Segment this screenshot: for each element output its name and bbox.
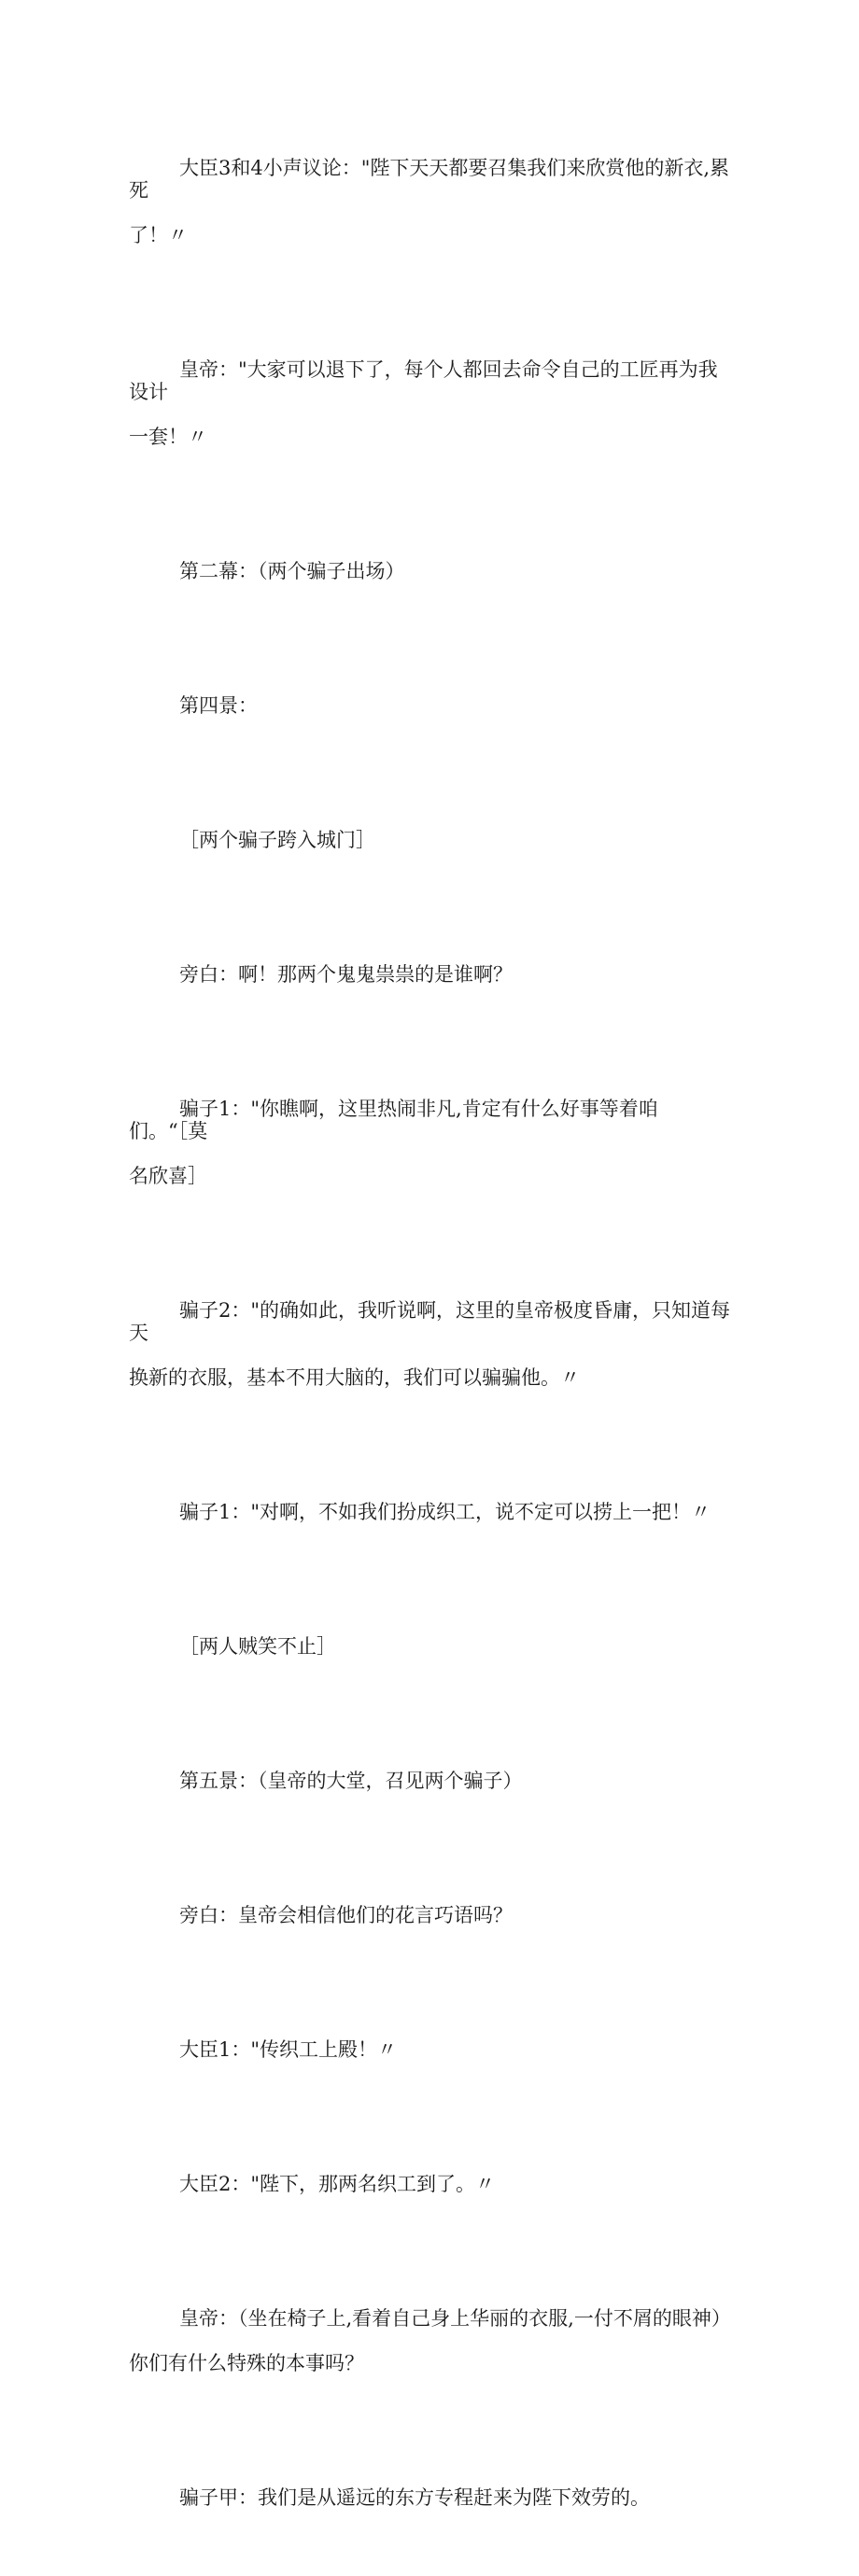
paragraph-line: 大臣3和4小声议论："陛下天天都要召集我们来欣赏他的新衣,累死	[129, 157, 730, 202]
paragraph	[129, 2442, 734, 2576]
paragraph-line: 第四景：	[179, 694, 258, 717]
paragraph-line: 旁白：皇帝会相信他们的花言巧语吗？	[179, 1904, 513, 1926]
paragraph-line-continued: 一套！〃	[129, 426, 207, 448]
paragraph-line: ［两个骗子跨入城门］	[179, 829, 375, 851]
paragraph	[129, 1456, 734, 1590]
paragraph-line: 骗子1："你瞧啊，这里热闹非凡,肯定有什么好事等着咱们。“［莫	[129, 1098, 658, 1142]
paragraph-line: ［两人贼笑不止］	[179, 1635, 336, 1658]
paragraph-line-continued: 了！〃	[129, 224, 188, 246]
paragraph-line: 第二幕：（两个骗子出场）	[179, 560, 405, 582]
paragraph	[129, 1053, 734, 1254]
paragraph-line: 骗子2："的确如此，我听说啊，这里的皇帝极度昏庸，只知道每天	[129, 1299, 731, 1344]
script-text-body	[129, 112, 734, 2576]
paragraph	[129, 1590, 734, 1725]
paragraph	[129, 314, 734, 515]
paragraph-line: 旁白：啊！那两个鬼鬼祟祟的是谁啊？	[179, 963, 513, 986]
paragraph	[129, 1859, 734, 1994]
paragraph-line: 皇帝：（坐在椅子上,看着自己身上华丽的衣服,一付不屑的眼神）	[179, 2307, 731, 2330]
paragraph-line: 骗子甲：我们是从遥远的东方专程赶来为陛下效劳的。	[179, 2486, 650, 2509]
paragraph-line: 大臣1："传织工上殿！〃	[179, 2038, 398, 2061]
paragraph-line-continued: 你们有什么特殊的本事吗？	[129, 2352, 364, 2374]
paragraph	[129, 515, 734, 650]
paragraph-line-continued: 换新的衣服，基本不用大脑的，我们可以骗骗他。〃	[129, 1366, 580, 1389]
paragraph-line: 第五景：（皇帝的大堂，召见两个骗子）	[179, 1770, 523, 1792]
paragraph-line-continued: 名欣喜］	[129, 1165, 207, 1187]
paragraph-line: 大臣2："陛下，那两名织工到了。〃	[179, 2173, 496, 2195]
paragraph	[129, 918, 734, 1053]
paragraph	[129, 2262, 734, 2442]
paragraph	[129, 1725, 734, 1859]
paragraph-line: 骗子1："对啊，不如我们扮成织工，说不定可以捞上一把！〃	[179, 1501, 711, 1523]
paragraph	[129, 784, 734, 918]
paragraph	[129, 112, 734, 314]
paragraph	[129, 650, 734, 784]
paragraph	[129, 1994, 734, 2128]
paragraph	[129, 2128, 734, 2262]
paragraph-line: 皇帝："大家可以退下了，每个人都回去命令自己的工匠再为我设计	[129, 358, 718, 403]
paragraph	[129, 1254, 734, 1456]
